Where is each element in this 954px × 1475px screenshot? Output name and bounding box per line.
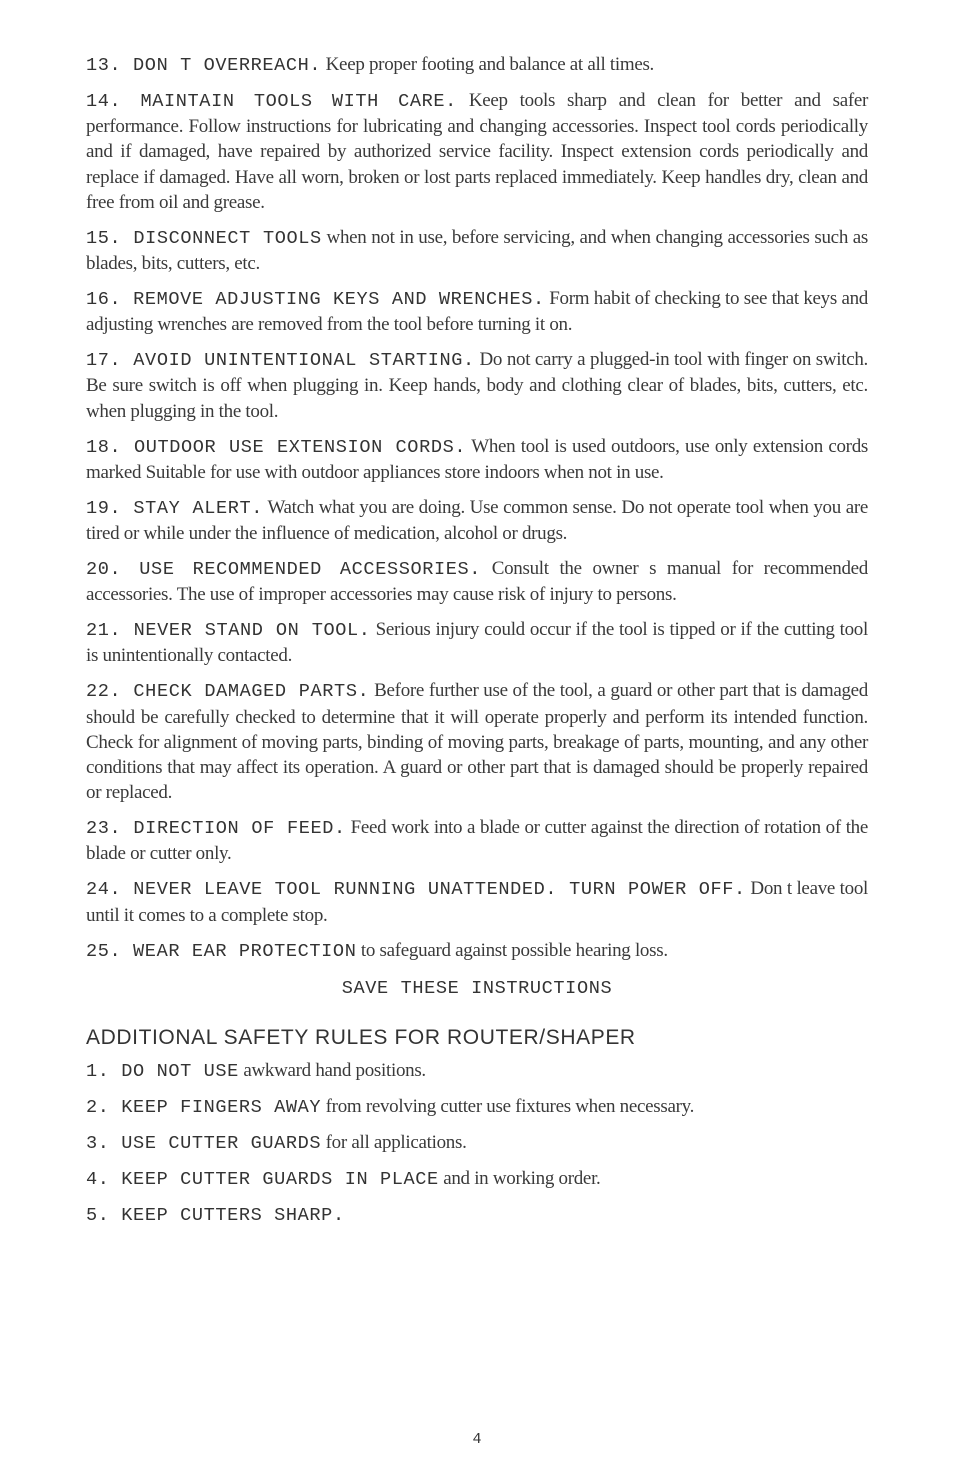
rule-text: when not in use, before servicing, and when changing accessories such as blades, bits, cutters, etc. bbox=[86, 226, 868, 275]
router-rule-5 bbox=[86, 1202, 868, 1228]
rule-heading: 24. NEVER LEAVE TOOL RUNNING UNATTENDED. TURN POWER OFF. bbox=[86, 879, 746, 901]
safety-rule-19 bbox=[86, 495, 868, 546]
rule-heading: 17. AVOID UNINTENTIONAL STARTING. bbox=[86, 350, 475, 372]
rule-text: awkward hand positions. bbox=[243, 1060, 426, 1082]
save-instructions-heading: SAVE THESE INSTRUCTIONS bbox=[341, 977, 613, 999]
safety-rule-23 bbox=[86, 815, 868, 866]
rule-heading: 14. MAINTAIN TOOLS WITH CARE. bbox=[86, 91, 457, 112]
rule-heading: 18. OUTDOOR USE EXTENSION CORDS. bbox=[86, 436, 467, 458]
rule-text: Don t leave tool until it comes to a complete stop. bbox=[86, 878, 869, 926]
rule-heading: 3. USE CUTTER GUARDS bbox=[86, 1133, 322, 1155]
rule-text: Consult the owner s manual for recommended accessories. The use of improper accessories may cause risk of injury to persons. bbox=[86, 558, 868, 606]
rule-heading: 13. DON T OVERREACH. bbox=[86, 55, 322, 76]
rule-text: Serious injury could occur if the tool is tipped or if the cutting tool is unintentionally contacted. bbox=[86, 619, 868, 667]
page-number: 4 bbox=[472, 1431, 482, 1448]
rule-heading: 4. KEEP CUTTER GUARDS IN PLACE bbox=[86, 1169, 439, 1191]
rule-text: Watch what you are doing. Use common sense. Do not operate tool when you are tired or while under the influence of medication, alcohol or drugs. bbox=[86, 496, 868, 545]
rule-heading: 5. KEEP CUTTERS SHARP. bbox=[86, 1205, 345, 1227]
rule-heading: 1. DO NOT USE bbox=[86, 1061, 239, 1083]
rule-heading: 19. STAY ALERT. bbox=[86, 497, 264, 519]
safety-rule-18 bbox=[86, 434, 868, 485]
safety-rule-24 bbox=[86, 876, 868, 927]
rule-text: When tool is used outdoors, use only extension cords marked Suitable for use with outdoor appliances store indoors when not in use. bbox=[86, 435, 869, 483]
rule-text: Before further use of the tool, a guard or other part that is damaged should be carefully checked to determine that it will operate properly and perform its intended function. Check for alignment of moving parts, binding of moving parts, breakage of parts, mounting, and any other conditions that may affect its operation. A guard or other part that is damaged should be properly repaired or replaced. bbox=[86, 680, 868, 804]
safety-rule-25 bbox=[86, 938, 868, 964]
rule-heading: 22. CHECK DAMAGED PARTS. bbox=[86, 681, 370, 703]
rule-text: from revolving cutter use fixtures when necessary. bbox=[325, 1096, 695, 1118]
rule-text: to safeguard against possible hearing loss. bbox=[360, 939, 668, 961]
section-title: ADDITIONAL SAFETY RULES FOR ROUTER/SHAPER bbox=[86, 1026, 636, 1050]
safety-rule-14 bbox=[86, 88, 868, 215]
safety-rule-16 bbox=[86, 286, 868, 337]
rule-heading: 2. KEEP FINGERS AWAY bbox=[86, 1097, 322, 1119]
safety-rule-17 bbox=[86, 347, 868, 424]
rule-heading: 16. REMOVE ADJUSTING KEYS AND WRENCHES. bbox=[86, 289, 545, 311]
rule-text: Do not carry a plugged-in tool with finger on switch. Be sure switch is off when plugging in. Keep hands, body and clothing clear of blades, bits, cutters, etc. when plugging in the tool. bbox=[86, 349, 869, 422]
safety-rule-20 bbox=[86, 556, 868, 607]
router-rule-1 bbox=[86, 1058, 868, 1084]
rule-text: and in working order. bbox=[443, 1168, 601, 1190]
rule-text: Keep proper footing and balance at all times. bbox=[325, 54, 655, 75]
rule-heading: 23. DIRECTION OF FEED. bbox=[86, 818, 346, 840]
safety-rule-13 bbox=[86, 52, 868, 78]
manual-page bbox=[86, 52, 868, 1238]
router-rule-4 bbox=[86, 1166, 868, 1192]
safety-rule-15 bbox=[86, 225, 868, 276]
safety-rule-21 bbox=[86, 617, 868, 668]
rule-heading: 25. WEAR EAR PROTECTION bbox=[86, 940, 357, 962]
rule-text: Keep tools sharp and clean for better and safer performance. Follow instructions for lubricating and changing accessories. Inspect tool cords periodically and if damaged, have repaired by authorized service facility. Inspect extension cords periodically and replace if damaged. Have all worn, broken or lost parts replaced immediately. Keep handles dry, clean and free from oil and grease. bbox=[86, 90, 869, 213]
rule-heading: 20. USE RECOMMENDED ACCESSORIES. bbox=[86, 559, 482, 581]
rule-heading: 15. DISCONNECT TOOLS bbox=[86, 227, 322, 249]
rule-text: Form habit of checking to see that keys and adjusting wrenches are removed from the tool before turning it on. bbox=[86, 288, 868, 336]
rule-text: for all applications. bbox=[325, 1132, 467, 1154]
safety-rule-22 bbox=[86, 678, 868, 805]
router-rule-2 bbox=[86, 1094, 868, 1120]
rule-heading: 21. NEVER STAND ON TOOL. bbox=[86, 620, 371, 642]
rule-text: Feed work into a blade or cutter against the direction of rotation of the blade or cutter only. bbox=[86, 817, 869, 865]
router-rule-3 bbox=[86, 1130, 868, 1156]
